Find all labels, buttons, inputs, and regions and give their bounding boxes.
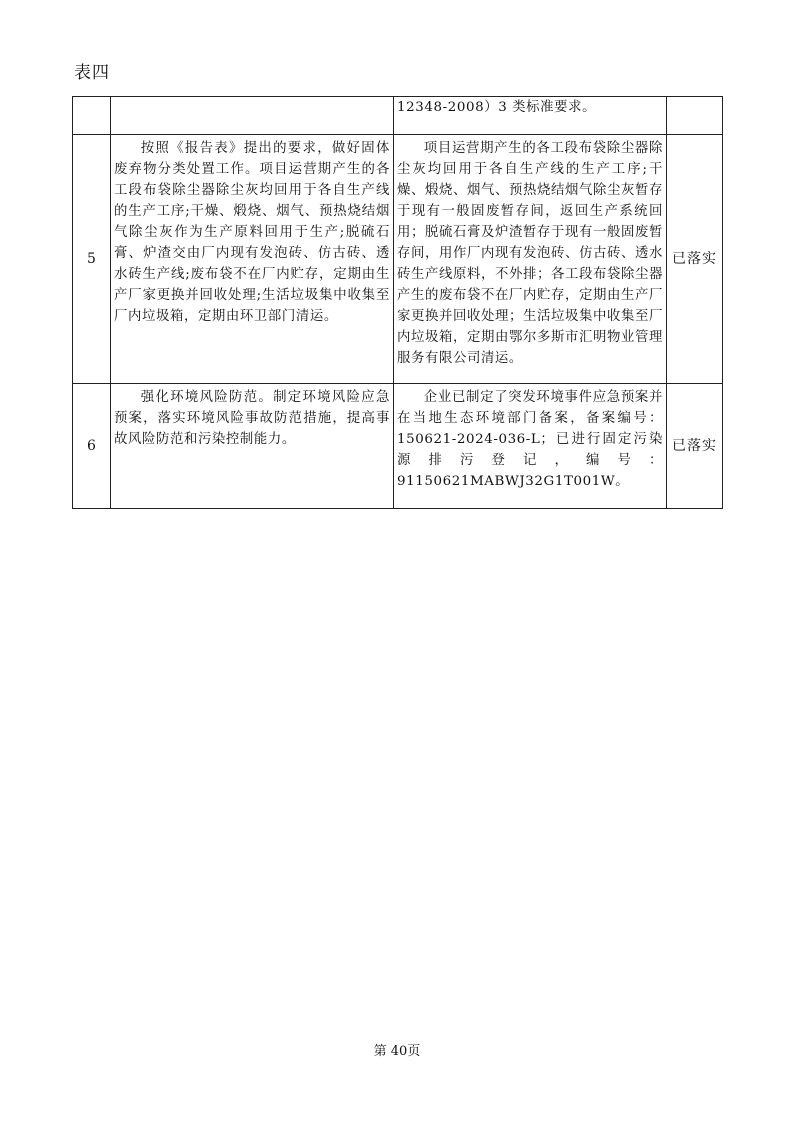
implementation-text: 企业已制定了突发环境事件应急预案并在当地生态环境部门备案，备案编号：150621-2024-036-L；已进行固定污染源排污登记，编号：91150621MABWJ32G1T001W。 — [397, 390, 663, 489]
status-cell: 已落实 — [667, 135, 723, 384]
status-cell — [667, 97, 723, 135]
requirement-cell — [111, 135, 394, 384]
implementation-cell — [394, 384, 667, 509]
row-number — [73, 97, 111, 135]
row-number: 6 — [73, 384, 111, 509]
requirement-text: 强化环境风险防范。制定环境风险应急预案，落实环境风险事故防范措施，提高事故风险防范和污染控制能力。 — [114, 390, 390, 447]
implementation-text: 12348-2008）3 类标准要求。 — [397, 100, 597, 115]
requirement-text: 按照《报告表》提出的要求，做好固体废弃物分类处置工作。项目运营期产生的各工段布袋除尘器除尘灰均回用于各自生产线的生产工序;干燥、煅烧、烟气、预热烧结烟气除尘灰作为生产原料回用于生产;脱硫石膏、炉渣交由厂内现有发泡砖、仿古砖、透水砖生产线;废布袋不在厂内贮存，定期由生产厂家更换并回收处理;生活垃圾集中收集至厂内垃圾箱，定期由环卫部门清运。 — [114, 141, 390, 324]
implementation-cell — [394, 135, 667, 384]
status-cell: 已落实 — [667, 384, 723, 509]
row-number: 5 — [73, 135, 111, 384]
table-row — [73, 97, 723, 135]
requirement-cell — [111, 97, 394, 135]
table-caption: 表四 — [74, 63, 110, 83]
implementation-cell — [394, 97, 667, 135]
page-number: 第 40页 — [373, 1044, 421, 1059]
implementation-text: 项目运营期产生的各工段布袋除尘器除尘灰均回用于各自生产线的生产工序;干燥、煅烧、烟气、预热烧结烟气除尘灰暂存于现有一般固废暂存间，返回生产系统回用；脱硫石膏及炉渣暂存于现有一般固废暂存间，用作厂内现有发泡砖、仿古砖、透水砖生产线原料，不外排；各工段布袋除尘器产生的废布袋不在厂内贮存，定期由生产厂家更换并回收处理；生活垃圾集中收集至厂内垃圾箱，定期由鄂尔多斯市汇明物业管理服务有限公司清运。 — [397, 141, 663, 366]
requirement-cell — [111, 384, 394, 509]
compliance-table — [72, 96, 723, 509]
table-row — [73, 135, 723, 384]
table-row — [73, 384, 723, 509]
